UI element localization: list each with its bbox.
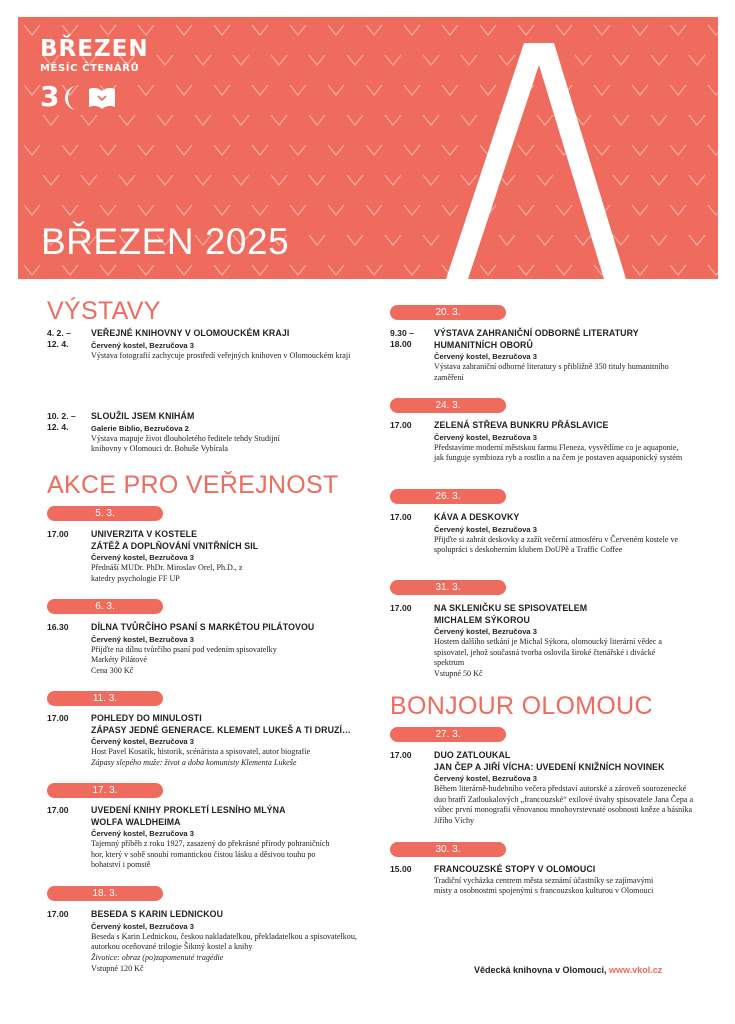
event-venue: Červený kostel, Bezručova 3 (91, 634, 194, 644)
chevron-mark (138, 205, 154, 215)
chevron-mark (708, 205, 718, 215)
chevron-mark (271, 115, 287, 125)
event-time: 15.00 (390, 864, 412, 874)
chevron-mark (309, 115, 325, 125)
chevron-mark (328, 145, 344, 155)
chevron-mark (556, 25, 572, 35)
event-item (390, 328, 710, 388)
event-title: UVEDENÍ KNIHY PROKLETÍ LESNÍHO MLÝNA WOLFA WALDHEIMA (91, 805, 286, 827)
chevron-mark (290, 145, 306, 155)
event-venue: Červený kostel, Bezručova 3 (434, 627, 537, 636)
chevron-mark (632, 85, 648, 95)
exhibition-item (47, 328, 367, 378)
chevron-mark (214, 145, 230, 155)
chevron-mark (309, 235, 325, 245)
chevron-mark (632, 25, 648, 35)
chevron-mark (176, 205, 192, 215)
date-badge: 30. 3. (390, 842, 506, 857)
chevron-mark (290, 205, 306, 215)
chevron-mark (195, 175, 211, 185)
chevron-mark (385, 115, 401, 125)
chevron-mark (670, 145, 686, 155)
chevron-mark (366, 85, 382, 95)
chevron-mark (252, 145, 268, 155)
chevron-mark (24, 85, 40, 95)
event-venue: Červený kostel, Bezručova 3 (434, 352, 537, 361)
event-item (390, 750, 710, 830)
event-price: Vstupné 50 Kč (434, 669, 483, 679)
month-of-readers-logo (40, 37, 149, 113)
chevron-mark (214, 85, 230, 95)
chevron-mark (24, 145, 40, 155)
event-title: VÝSTAVA ZAHRANIČNÍ ODBORNÉ LITERATURY HUMANITNÍCH OBORŮ (434, 328, 639, 350)
event-venue: Červený kostel, Bezručova 3 (91, 921, 194, 931)
chevron-mark (423, 115, 439, 125)
chevron-mark (62, 145, 78, 155)
event-description: Výstava mapuje život dlouholetého ředitele tehdy Studijní knihovny v Olomouci dr. Bohuše Vybírala (91, 433, 280, 454)
chevron-mark (271, 55, 287, 65)
date-badge: 17. 3. (47, 783, 163, 798)
footer-organization: Vědecká knihovna v Olomouci, (474, 965, 610, 975)
chevron-mark (62, 205, 78, 215)
chevron-mark (689, 175, 705, 185)
date-badge: 18. 3. (47, 886, 163, 901)
chevron-mark (708, 85, 718, 95)
chevron-mark (404, 25, 420, 35)
event-item (47, 622, 367, 682)
chevron-mark (100, 205, 116, 215)
chevron-mark (252, 205, 268, 215)
exhibitions-heading: VÝSTAVY (47, 297, 161, 325)
page-title: BŘEZEN 2025 (41, 221, 290, 262)
chevron-mark (100, 145, 116, 155)
event-item (390, 512, 710, 572)
event-time: 17.00 (47, 713, 69, 723)
event-description: Přijďte si zahrát deskovky a zažít večerní atmosféru v Červeném kostele ve spolupráci s deskoherním klubem DoUPě a Traffic Coffee (434, 534, 679, 555)
event-time: 17.00 (47, 529, 69, 539)
event-time: 17.00 (390, 750, 412, 760)
event-title: UNIVERZITA V KOSTELE ZÁTĚŽ A DOPLŇOVÁNÍ VNITŘNÍCH SIL (91, 529, 259, 551)
chevron-mark (708, 25, 718, 35)
chevron-mark (176, 265, 192, 275)
event-time: 9.30 – 18.00 (390, 328, 414, 349)
chevron-mark (423, 235, 439, 245)
event-title: BESEDA S KARIN LEDNICKOU (91, 909, 224, 919)
chevron-mark (252, 265, 268, 275)
exhibition-item (47, 411, 367, 461)
event-title: NA SKLENIČKU SE SPISOVATELEM MICHALEM SÝKOROU (434, 603, 588, 625)
event-price: Vstupné 120 Kč (91, 963, 144, 973)
event-title: VEŘEJNÉ KNIHOVNY V OLOMOUCKÉM KRAJI (91, 328, 290, 338)
chevron-mark (81, 175, 97, 185)
chevron-mark (404, 145, 420, 155)
chevron-mark (651, 55, 667, 65)
chevron-mark (81, 115, 97, 125)
date-badge: 11. 3. (47, 691, 163, 706)
event-time: 17.00 (390, 512, 412, 522)
chevron-mark (233, 175, 249, 185)
chevron-mark (138, 265, 154, 275)
chevron-mark (632, 265, 648, 275)
chevron-mark (176, 145, 192, 155)
chevron-mark (24, 25, 40, 35)
chevron-mark (24, 265, 40, 275)
event-description: Tajemný příběh z roku 1927, zasazený do překrásné přírody pohraničních hor, který v sobě snoubí romantickou čistou lásku a děsivou touhu po bohatství i pomstě (91, 839, 330, 870)
chevron-mark (670, 205, 686, 215)
chevron-mark (442, 25, 458, 35)
chevron-mark (138, 145, 154, 155)
chevron-mark (176, 85, 192, 95)
letter-a-icon (446, 43, 626, 279)
event-description: Během literárně-hudebního večera představí autorské a zároveň sourozenecké duo bratří Zatloukalových „francouzské“ exilové úvahy spisovatele Jana Čepa a vůbec první monografii věnovanou mnohovrstevnaté osobnosti kněze a básníka Jiřího Víchy (434, 784, 694, 826)
chevron-mark (689, 115, 705, 125)
event-description: Přijďte na dílnu tvůrčího psaní pod vedením spisovatelky Markéty Pilátové (91, 644, 277, 665)
event-title: DUO ZATLOUKAL JAN ČEP A JIŘÍ VÍCHA: UVEDENÍ KNIŽNÍCH NOVINEK (434, 750, 665, 772)
chevron-mark (100, 25, 116, 35)
event-title: FRANCOUZSKÉ STOPY V OLOMOUCI (434, 864, 596, 874)
website-link[interactable]: www.vkol.cz (609, 965, 663, 975)
chevron-mark (43, 175, 59, 185)
event-time: 16.30 (47, 622, 69, 632)
chevron-mark (385, 235, 401, 245)
chevron-mark (252, 25, 268, 35)
logo-month: BŘEZEN (40, 36, 149, 62)
chevron-mark (423, 175, 439, 185)
event-description: Představíme moderní městskou farmu Fleneza, vysvětlíme co je aquaponie, jak funguje symbioza ryb a rostlin a na čem je postaven aquaponický systém (434, 442, 683, 463)
logo-number: 3 (40, 80, 60, 113)
public-events-heading: AKCE PRO VEŘEJNOST (47, 471, 339, 499)
chevron-mark (309, 175, 325, 185)
event-title: KÁVA A DESKOVKY (434, 512, 520, 522)
event-item (390, 420, 710, 480)
chevron-mark (290, 25, 306, 35)
chevron-mark (290, 265, 306, 275)
chevron-mark (62, 265, 78, 275)
chevron-mark (214, 25, 230, 35)
chevron-mark (689, 55, 705, 65)
event-venue: Červený kostel, Bezručova 3 (91, 737, 194, 746)
chevron-mark (708, 265, 718, 275)
chevron-mark (347, 235, 363, 245)
chevron-mark (404, 265, 420, 275)
event-price: Cena 300 Kč (91, 665, 134, 675)
chevron-mark (233, 55, 249, 65)
chevron-mark (62, 25, 78, 35)
event-title: ZELENÁ STŘEVA BUNKRU PŘÁSLAVICE (434, 420, 609, 430)
event-description: Tradiční vycházka centrem města seznámí účastníky se zajímavými místy a osobnostmi spojenými s francouzskou kulturou v Olomouci (434, 875, 654, 896)
chevron-mark (366, 205, 382, 215)
date-badge: 20. 3. (390, 305, 506, 320)
event-time: 17.00 (47, 805, 69, 815)
chevron-mark (176, 25, 192, 35)
event-dates: 10. 2. – 12. 4. (47, 411, 76, 432)
chevron-mark (328, 265, 344, 275)
chevron-mark (309, 55, 325, 65)
chevron-mark (366, 265, 382, 275)
event-item (47, 805, 367, 885)
event-time: 17.00 (390, 420, 412, 430)
event-book-title: Životice: obraz (po)zapomenuté tragédie (91, 952, 224, 962)
chevron-mark (138, 25, 154, 35)
chevron-mark (708, 145, 718, 155)
chevron-mark (214, 205, 230, 215)
event-book-title: Zápasy slepého muže: život a doba komunisty Klementa Lukeše (91, 757, 297, 767)
chevron-mark (214, 265, 230, 275)
chevron-mark (404, 205, 420, 215)
chevron-mark (119, 175, 135, 185)
event-title: SLOUŽIL JSEM KNIHÁM (91, 411, 195, 421)
event-item (47, 909, 367, 979)
date-badge: 6. 3. (47, 599, 163, 614)
chevron-mark (100, 265, 116, 275)
date-badge: 31. 3. (390, 580, 506, 595)
logo-subtitle: MĚSÍC ČTENÁŘŮ (40, 63, 140, 74)
chevron-mark (632, 205, 648, 215)
event-item (47, 529, 367, 589)
event-description: Výstava zahraniční odborné literatury s přibližně 350 tituly humanitního zaměření (434, 362, 669, 382)
event-time: 17.00 (47, 909, 69, 919)
chevron-mark (385, 175, 401, 185)
chevron-mark (347, 175, 363, 185)
chevron-mark (290, 85, 306, 95)
chevron-mark (651, 175, 667, 185)
chevron-mark (423, 55, 439, 65)
event-venue: Červený kostel, Bezručova 3 (91, 829, 194, 838)
chevron-mark (195, 55, 211, 65)
chevron-mark (366, 25, 382, 35)
chevron-mark (670, 265, 686, 275)
event-venue: Červený kostel, Bezručova 3 (91, 340, 194, 350)
chevron-mark (689, 235, 705, 245)
event-description: Přednáší MUDr. PhDr. Miroslav Orel, Ph.D., z katedry psychologie FF UP (91, 563, 243, 583)
event-description: Beseda s Karin Lednickou, českou nakladatelkou, překladatelkou a spisovatelkou, autorkou oceňované trilogie Šikmý kostel a knihy (91, 931, 357, 952)
chevron-mark (480, 25, 496, 35)
chevron-mark (670, 85, 686, 95)
chevron-mark (157, 175, 173, 185)
chevron-mark (328, 85, 344, 95)
date-badge: 5. 3. (47, 506, 163, 521)
event-title: DÍLNA TVŮRČÍHO PSANÍ S MARKÉTOU PILÁTOVOU (91, 622, 315, 632)
chevron-mark (43, 115, 59, 125)
chevron-mark (271, 175, 287, 185)
chevron-mark (670, 25, 686, 35)
event-title: POHLEDY DO MINULOSTI ZÁPASY JEDNÉ GENERACE. KLEMENT LUKEŠ A TI DRUZÍ… (91, 713, 351, 735)
chevron-mark (347, 115, 363, 125)
event-venue: Červený kostel, Bezručova 3 (434, 774, 537, 783)
event-description: Host Pavel Kosatík, historik, scénárista a spisovatel, autor biografie (91, 747, 311, 756)
event-description: Výstava fotografií zachycuje prostředí veřejných knihoven v Olomouckém kraji (91, 350, 351, 360)
date-badge: 26. 3. (390, 489, 506, 504)
event-venue: Červený kostel, Bezručova 3 (434, 524, 537, 534)
chevron-mark (632, 145, 648, 155)
header-banner (18, 17, 718, 279)
chevron-mark (233, 115, 249, 125)
bonjour-heading: BONJOUR OLOMOUC (390, 692, 653, 720)
chevron-mark (518, 25, 534, 35)
chevron-mark (157, 115, 173, 125)
event-venue: Červený kostel, Bezručova 3 (91, 553, 194, 562)
moon-icon (64, 85, 86, 111)
chevron-mark (328, 205, 344, 215)
chevron-mark (195, 115, 211, 125)
chevron-mark (651, 115, 667, 125)
chevron-mark (252, 85, 268, 95)
date-badge: 27. 3. (390, 727, 506, 742)
footer (474, 965, 662, 975)
book-icon (88, 87, 116, 111)
chevron-mark (347, 55, 363, 65)
event-venue: Galerie Biblio, Bezručova 2 (91, 423, 189, 433)
event-time: 17.00 (390, 603, 412, 613)
chevron-mark (404, 85, 420, 95)
chevron-mark (328, 25, 344, 35)
event-dates: 4. 2. – 12. 4. (47, 328, 71, 349)
event-item (47, 713, 367, 773)
chevron-mark (594, 25, 610, 35)
chevron-mark (366, 145, 382, 155)
chevron-mark (651, 235, 667, 245)
chevron-mark (24, 205, 40, 215)
event-description: Hostem dalšího setkání je Michal Sýkora, olomoucký literární vědec a spisovatel, jehož současná tvorba oslovila široké čtenářské i divácké spektrum (434, 637, 662, 668)
date-badge: 24. 3. (390, 398, 506, 413)
chevron-mark (385, 55, 401, 65)
event-item (390, 603, 710, 683)
chevron-mark (157, 55, 173, 65)
event-item (390, 864, 710, 924)
event-venue: Červený kostel, Bezručova 3 (434, 432, 537, 442)
chevron-mark (119, 115, 135, 125)
